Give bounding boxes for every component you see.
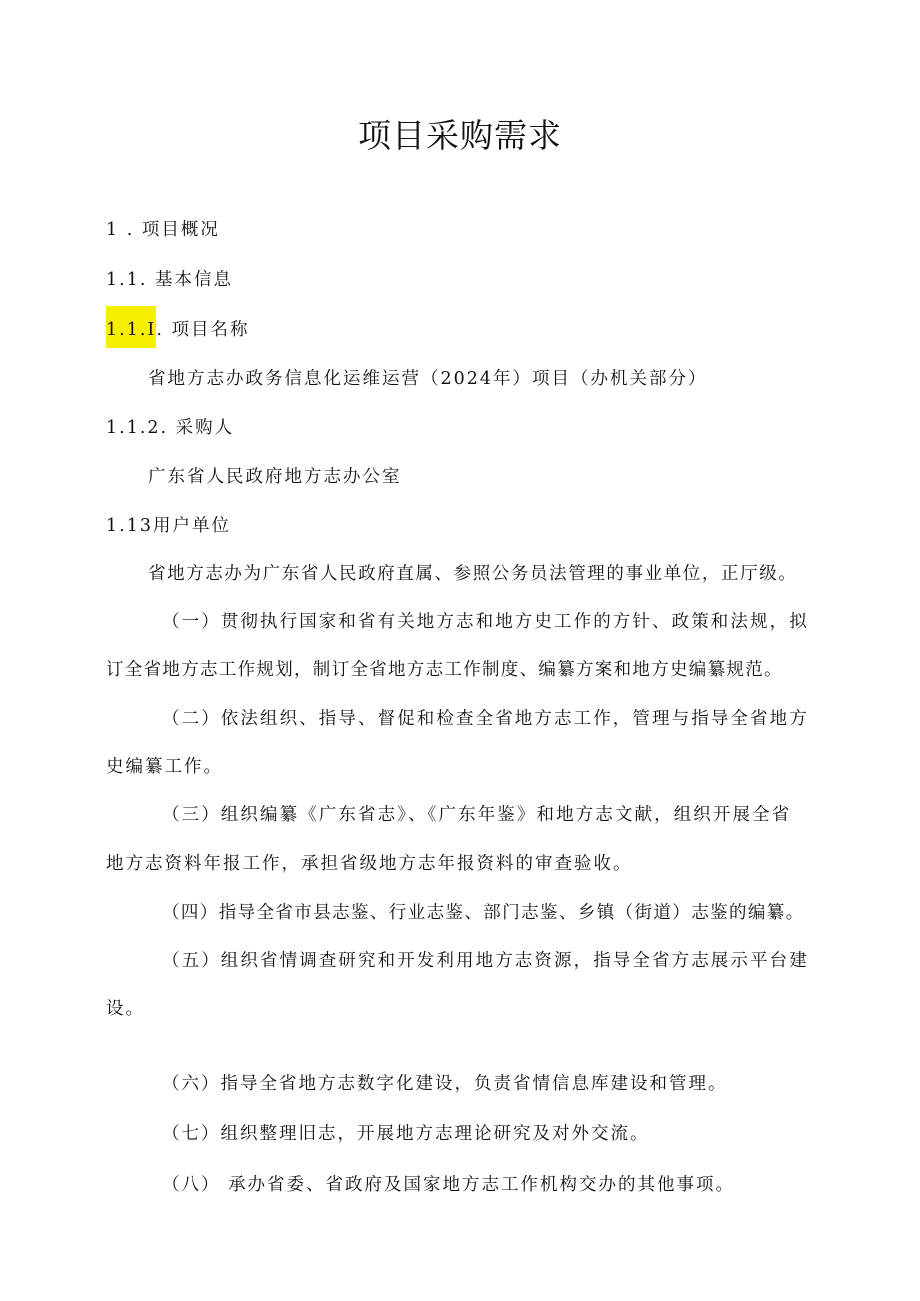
duty-8: （八） 承办省委、省政府及国家地方志工作机构交办的其他事项。 bbox=[162, 1175, 736, 1195]
duty-1-line-1: （一）贯彻执行国家和省有关地方志和地方史工作的方针、政策和法规，拟 bbox=[162, 612, 809, 632]
duty-4: （四）指导全省市县志鉴、行业志鉴、部门志鉴、乡镇（街道）志鉴的编纂。 bbox=[162, 903, 805, 923]
duty-5-line-2: 设。 bbox=[106, 999, 145, 1019]
document-title: 项目采购需求 bbox=[358, 116, 562, 155]
duty-5-line-1: （五）组织省情调查研究和开发利用地方志资源，指导全省方志展示平台建 bbox=[162, 951, 809, 971]
duty-3-line-1: （三）组织编纂《广东省志》、《广东年鉴》和地方志文献，组织开展全省 bbox=[162, 805, 792, 825]
duty-2-line-2: 史编纂工作。 bbox=[106, 757, 223, 777]
duty-2-line-1: （二）依法组织、指导、督促和检查全省地方志工作，管理与指导全省地方 bbox=[162, 709, 809, 729]
duty-1-line-2: 订全省地方志工作规划，制订全省地方志工作制度、编纂方案和地方史编纂规范。 bbox=[106, 660, 783, 680]
section-heading-1-1-3: 1.13用户单位 bbox=[106, 516, 231, 536]
highlighted-section-number: 1.1.I bbox=[106, 306, 156, 348]
project-name-text: 省地方志办政务信息化运维运营（2024年）项目（办机关部分） bbox=[148, 369, 708, 389]
section-heading-1-1-2: 1.1.2. 采购人 bbox=[106, 418, 235, 438]
user-unit-intro: 省地方志办为广东省人民政府直属、参照公务员法管理的事业单位，正厅级。 bbox=[148, 564, 798, 584]
section-heading-1-1: 1.1. 基本信息 bbox=[106, 270, 233, 290]
section-heading-1: 1 . 项目概况 bbox=[106, 220, 220, 240]
duty-7: （七）组织整理旧志，开展地方志理论研究及对外交流。 bbox=[162, 1124, 650, 1144]
purchaser-text: 广东省人民政府地方志办公室 bbox=[148, 467, 402, 487]
section-label-project-name: . 项目名称 bbox=[156, 320, 250, 340]
section-heading-1-1-1 bbox=[106, 316, 249, 348]
duty-6: （六）指导全省地方志数字化建设，负责省情信息库建设和管理。 bbox=[162, 1074, 728, 1094]
duty-3-line-2: 地方志资料年报工作，承担省级地方志年报资料的审查验收。 bbox=[106, 854, 633, 874]
